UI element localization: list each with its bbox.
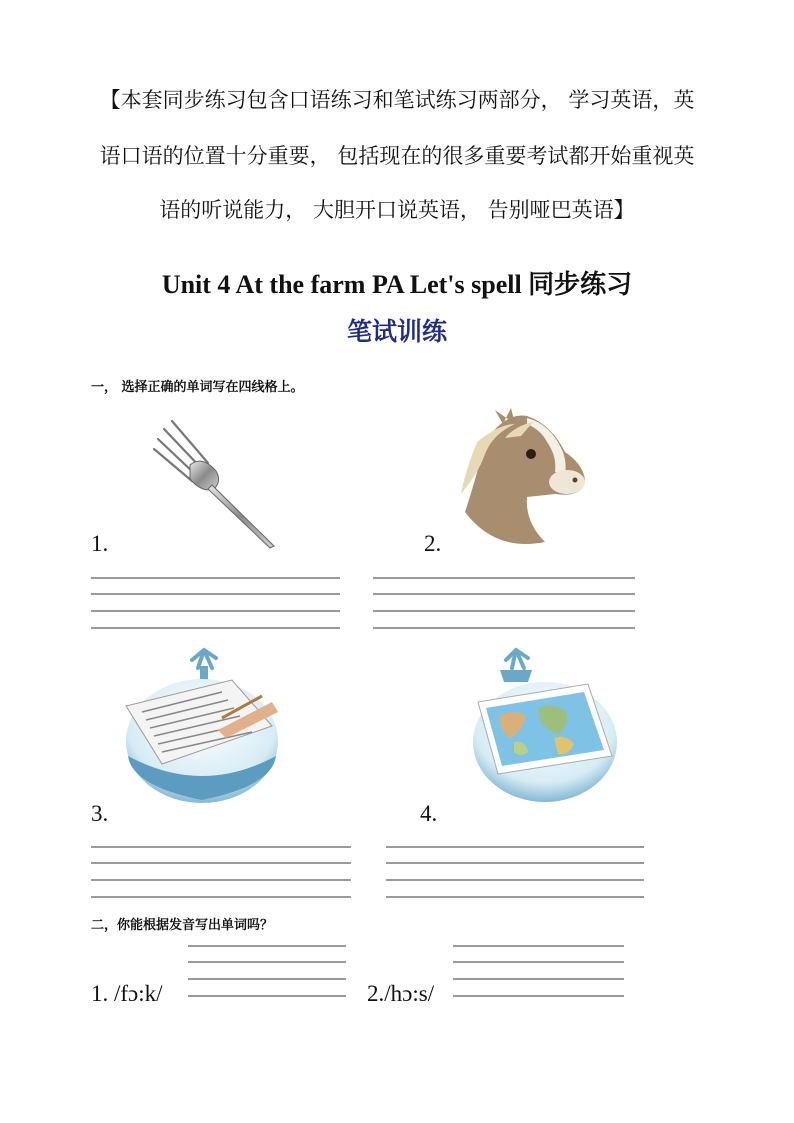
- writing-lines-3: [91, 843, 351, 903]
- writing-lines-1: [91, 574, 340, 634]
- phonetic-item-1: 1. /fɔ:k/: [91, 981, 163, 1006]
- writing-lines-2: [373, 574, 635, 634]
- horse-icon: [455, 402, 590, 550]
- fork-icon: [150, 415, 280, 550]
- page-subtitle: 笔试训练: [346, 317, 447, 346]
- item-4-number: 4.: [420, 801, 438, 826]
- writing-lines-4: [386, 843, 644, 903]
- intro-line-3: 语的听说能力， 大胆开口说英语， 告别哑巴英语】: [159, 198, 635, 222]
- intro-line-1: 【本套同步练习包含口语练习和笔试练习两部分， 学习英语，英: [99, 88, 695, 112]
- notebook-icon: [122, 646, 282, 804]
- map-icon: [470, 646, 620, 804]
- item-3-number: 3.: [91, 801, 109, 826]
- writing-lines-5: [188, 942, 346, 1002]
- phonetic-item-2: 2./hɔ:s/: [367, 981, 435, 1006]
- section-2-heading: 二，你能根据发音写出单词吗？: [91, 918, 274, 933]
- section-1-heading: 一， 选择正确的单词写在四线格上。: [91, 380, 304, 395]
- intro-line-2: 语口语的位置十分重要， 包括现在的很多重要考试都开始重视英: [99, 144, 695, 168]
- writing-lines-6: [453, 942, 624, 1002]
- page-title: Unit 4 At the farm PA Let's spell 同步练习: [161, 270, 633, 299]
- item-2-number: 2.: [424, 531, 442, 556]
- item-1-number: 1.: [91, 531, 109, 556]
